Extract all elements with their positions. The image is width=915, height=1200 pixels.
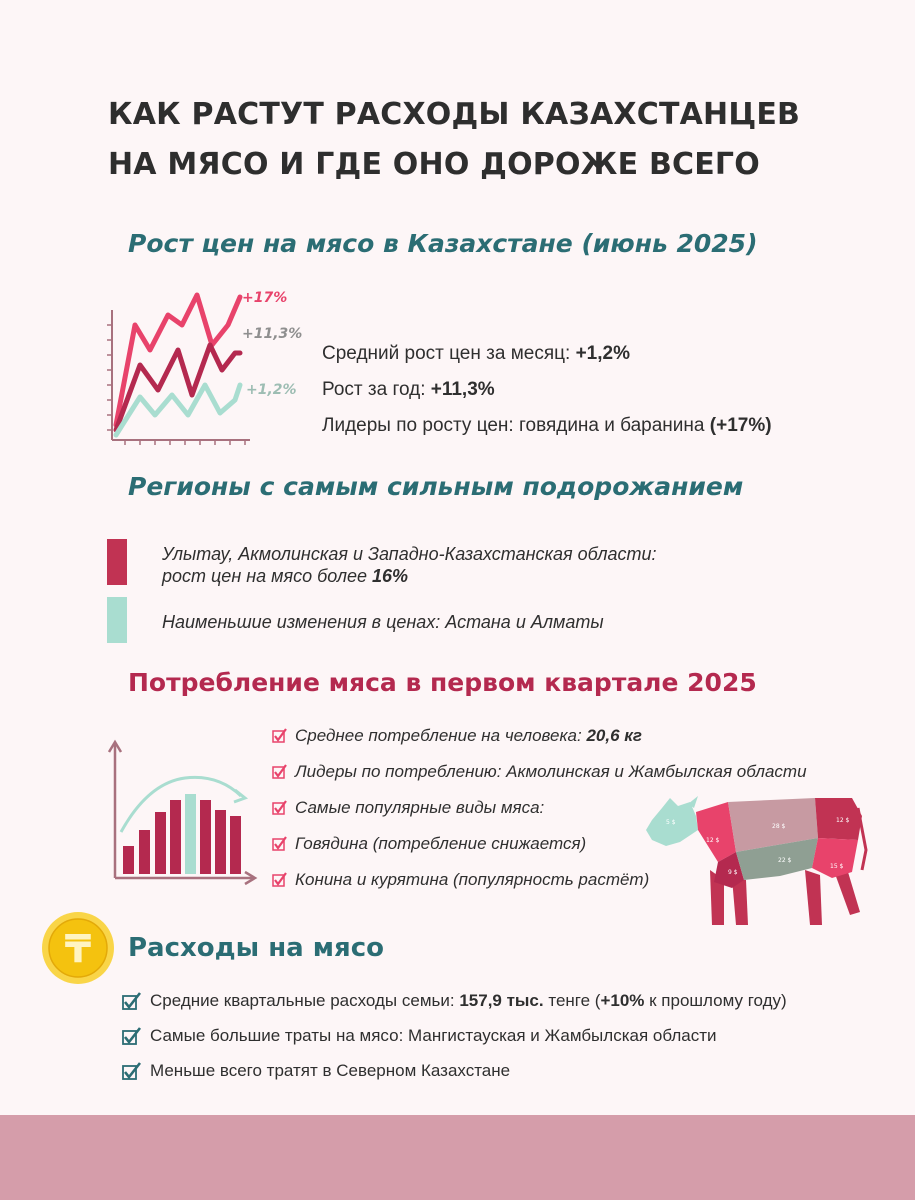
axis-ticks bbox=[107, 325, 245, 445]
stat-monthly: Средний рост цен за месяц: +1,2% bbox=[322, 343, 630, 364]
spending-list bbox=[122, 983, 787, 1088]
cut-label: 5 $ bbox=[666, 819, 676, 826]
bar bbox=[155, 812, 166, 874]
bar bbox=[200, 800, 211, 874]
region-swatch-red bbox=[107, 539, 127, 585]
cut-label: 12 $ bbox=[836, 817, 850, 824]
consumption-heading: Потребление мяса в первом квартале 2025 bbox=[128, 668, 757, 697]
spending-item: Средние квартальные расходы семьи: 157,9 тыс. тенге (+10% к прошлому году) bbox=[122, 983, 787, 1018]
bar bbox=[139, 830, 150, 874]
bar bbox=[215, 810, 226, 874]
cut-label: 28 $ bbox=[772, 823, 786, 830]
price-growth-heading: Рост цен на мясо в Казахстане (июнь 2025) bbox=[128, 229, 758, 258]
stat-annual: Рост за год: +11,3% bbox=[322, 379, 495, 400]
spending-item: Меньше всего тратят в Северном Казахстане bbox=[122, 1053, 787, 1088]
checkbox-icon bbox=[272, 800, 288, 816]
region-item-highest: Улытау, Акмолинская и Западно-Казахстанская области: рост цен на мясо более 16% bbox=[162, 544, 657, 586]
checkbox-icon bbox=[272, 764, 288, 780]
regions-heading: Регионы с самым сильным подорожанием bbox=[128, 472, 744, 501]
label-12: +1,2% bbox=[246, 382, 297, 398]
consumption-item: Конина и курятина (популярность растёт) bbox=[272, 862, 807, 898]
checkbox-icon bbox=[272, 728, 288, 744]
cow-cuts-icon bbox=[640, 790, 875, 940]
consumption-item: Самые популярные виды мяса: bbox=[272, 790, 807, 826]
spending-item: Самые большие траты на мясо: Мангистауская и Жамбылская области bbox=[122, 1018, 787, 1053]
cut-label: 22 $ bbox=[778, 857, 792, 864]
checkbox-icon bbox=[272, 836, 288, 852]
line-annual bbox=[116, 345, 240, 430]
line-monthly bbox=[116, 385, 240, 435]
footer-band bbox=[0, 1115, 915, 1200]
title-line-2: НА МЯСО И ГДЕ ОНО ДОРОЖЕ ВСЕГО bbox=[108, 147, 760, 182]
spending-heading: Расходы на мясо bbox=[128, 933, 384, 963]
bar bbox=[170, 800, 181, 874]
label-17: +17% bbox=[242, 290, 288, 306]
label-113: +11,3% bbox=[242, 326, 303, 342]
cut-label: 9 $ bbox=[728, 869, 738, 876]
bar bbox=[123, 846, 134, 874]
price-lines-illustration bbox=[100, 285, 310, 450]
consumption-item: Лидеры по потреблению: Акмолинская и Жамбылская области bbox=[272, 754, 807, 790]
checkbox-icon bbox=[122, 992, 142, 1010]
stat-leaders: Лидеры по росту цен: говядина и баранина (+17%) bbox=[322, 415, 772, 436]
bar bbox=[185, 794, 196, 874]
consumption-bars-illustration bbox=[103, 738, 268, 888]
coin-symbol: ₸ bbox=[64, 927, 92, 971]
tenge-coin-icon bbox=[40, 910, 116, 986]
checkbox-icon bbox=[122, 1027, 142, 1045]
cut-label: 12 $ bbox=[706, 837, 720, 844]
checkbox-icon bbox=[122, 1062, 142, 1080]
consumption-item: Говядина (потребление снижается) bbox=[272, 826, 807, 862]
checkbox-icon bbox=[272, 872, 288, 888]
page-title bbox=[108, 90, 868, 190]
bar bbox=[230, 816, 241, 874]
region-swatch-mint bbox=[107, 597, 127, 643]
consumption-item: Среднее потребление на человека: 20,6 кг bbox=[272, 718, 807, 754]
region-item-lowest: Наименьшие изменения в ценах: Астана и Алматы bbox=[162, 612, 604, 632]
title-line-1: КАК РАСТУТ РАСХОДЫ КАЗАХСТАНЦЕВ bbox=[108, 97, 801, 132]
cut-label: 15 $ bbox=[830, 863, 844, 870]
